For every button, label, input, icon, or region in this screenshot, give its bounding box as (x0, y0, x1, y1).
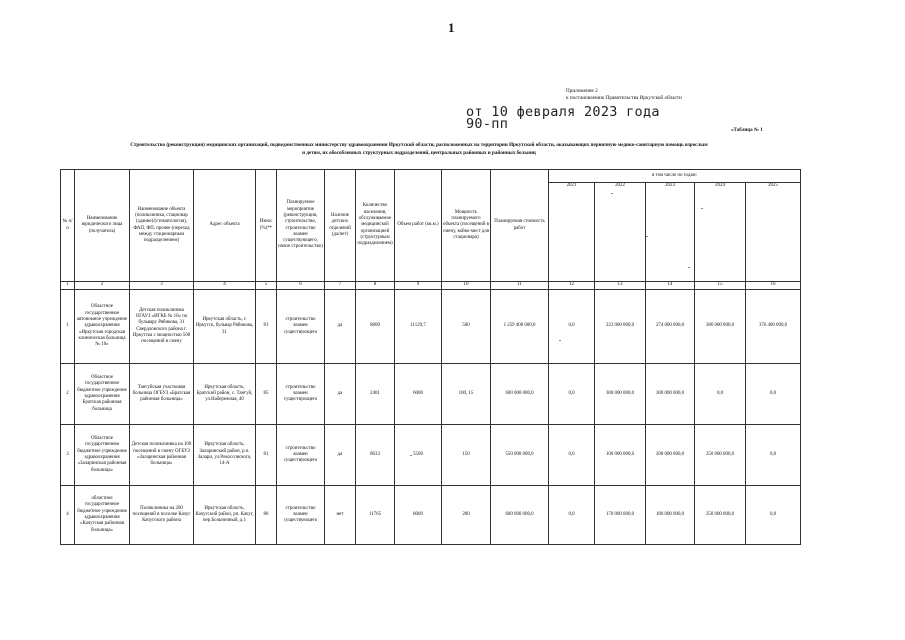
header-object: Наименование объекта (поликлиника, стационар (здание)/(стоматология), ФАП, ФП, прочее (переход между стационарным подразделением) (130, 170, 194, 282)
column-numbers-row (61, 282, 801, 290)
column-number: 4 (194, 282, 256, 290)
cell-num: 1 (61, 290, 75, 364)
scan-speck (611, 193, 613, 194)
title-line-1: Строительство (реконструкция) медицинских организаций, подведомственных министерству здравоохранения Иркутской области, расположенных на территории Иркутской области, оказывающих первичную медико-санитарную помощь взрослым (130, 142, 708, 148)
column-number: 14 (646, 282, 695, 290)
cell-object: Тангуйская участковая больница ОГБУЗ «Братская районная больница» (130, 364, 194, 425)
table-row (61, 364, 801, 425)
appendix-line-1: Приложение 2 (566, 88, 598, 94)
cell-cost: 550 000 000,0 (491, 425, 549, 486)
cell-num: 4 (61, 486, 75, 545)
cell-2024: 0,0 (695, 364, 746, 425)
cell-num: 3 (61, 425, 75, 486)
cell-object: Детская поликлиника ОГАУЗ «ИГКБ № 10» по бульвару Рябикова, 31 Свердловского района г. Иркутска с мощностью 500 посещений в смену (130, 290, 194, 364)
column-number: 3 (130, 282, 194, 290)
column-number: 9 (395, 282, 442, 290)
appendix-line-2: к постановлению Правительства Иркутской области (566, 95, 682, 101)
cell-cost: 600 000 000,0 (491, 486, 549, 545)
cell-2025: 0,0 (746, 364, 801, 425)
cell-2021: 0,0 (549, 290, 595, 364)
cell-entity: Областное государственное бюджетное учреждение здравоохранения «Заларинская районная больница» (75, 425, 130, 486)
column-number: 6 (277, 282, 325, 290)
cell-capacity: 100, 15 (442, 364, 491, 425)
stamp-number: 90-пп (466, 116, 509, 132)
cell-2023: 200 000 000,0 (646, 425, 695, 486)
cell-2022: 300 000 000,0 (595, 364, 646, 425)
cell-wear: 80 (256, 486, 277, 545)
registration-stamp (466, 106, 660, 130)
table-row (61, 425, 801, 486)
cell-object: Детская поликлиника на 100 посещений в смену ОГБУЗ «Заларинская районная больница» (130, 425, 194, 486)
cell-capacity: 500 (442, 290, 491, 364)
cell-wear: 81 (256, 425, 277, 486)
column-number: 2 (75, 282, 130, 290)
header-year: 2023 (646, 183, 695, 282)
cell-2025: 376 400 000,0 (746, 290, 801, 364)
cell-2024: 386 000 000,0 (695, 290, 746, 364)
header-capacity: Мощность планируемого объекта (посещений в смену, койко-мест для стационара) (442, 170, 491, 282)
header-wear: Износ (%)** (256, 170, 277, 282)
header-num: № п/п (61, 170, 75, 282)
cell-volume: 6000 (395, 364, 442, 425)
column-number: 16 (746, 282, 801, 290)
title-line-2: и детям, их обособленных структурных подразделений, центральных районных и районных больниц (302, 150, 536, 156)
page-number: 1 (448, 20, 455, 35)
header-year: 2021 (549, 183, 595, 282)
header-cost: Планируемая стоимость работ (491, 170, 549, 282)
cell-address: Иркутская область, г. Иркутск, бульвар Рябикова, 31 (194, 290, 256, 364)
cell-wear: 85 (256, 364, 277, 425)
header-row (61, 170, 801, 183)
header-address: Адрес объекта (194, 170, 256, 282)
column-number: 7 (325, 282, 356, 290)
table-row (61, 486, 801, 545)
cell-address: Иркутская область, Братский район, с. Тангуй, ул.Набережная, 40 (194, 364, 256, 425)
cell-children: да (325, 290, 356, 364)
column-number: 15 (695, 282, 746, 290)
cell-measure: строительство взамен существующего (277, 290, 325, 364)
scan-speck (559, 340, 561, 341)
cell-children: да (325, 364, 356, 425)
column-number: 12 (549, 282, 595, 290)
cell-wear: 81 (256, 290, 277, 364)
cell-2022: 100 000 000,0 (595, 425, 646, 486)
column-number: 11 (491, 282, 549, 290)
cell-2024: 250 000 000,0 (695, 486, 746, 545)
document-title (64, 141, 774, 157)
header-volume: Объем работ (кв.м.) (395, 170, 442, 282)
cell-entity: областное государственное бюджетное учреждение здравоохранения «Качугская районная больница» (75, 486, 130, 545)
cell-2025: 0,0 (746, 486, 801, 545)
cell-2023: 274 000 000,0 (646, 290, 695, 364)
cell-cost: 1 259 400 000,0 (491, 290, 549, 364)
cell-population: 11765 (356, 486, 395, 545)
construction-table (60, 169, 801, 545)
scan-speck (410, 455, 412, 456)
cell-num: 2 (61, 364, 75, 425)
cell-population: 8633 (356, 425, 395, 486)
scan-speck (701, 208, 703, 209)
cell-capacity: 200 (442, 486, 491, 545)
column-number: 5 (256, 282, 277, 290)
cell-2022: 170 000 000,0 (595, 486, 646, 545)
table-row (61, 290, 801, 364)
header-population: Количество населения, обслуживаемое медицинской организацией (структурным подразделением) (356, 170, 395, 282)
cell-measure: строительство взамен существующего (277, 364, 325, 425)
cell-2024: 250 000 000,0 (695, 425, 746, 486)
header-year: 2024 (695, 183, 746, 282)
stamp-date: от 10 февраля 2023 года (466, 104, 660, 120)
column-number: 1 (61, 282, 75, 290)
cell-capacity: 150 (442, 425, 491, 486)
cell-2022: 223 000 000,0 (595, 290, 646, 364)
appendix-note (566, 88, 682, 102)
cell-entity: Областное государственное автономное учреждение здравоохранения «Иркутская городская клиническая больница № 10» (75, 290, 130, 364)
cell-measure: строительство взамен существующего (277, 425, 325, 486)
cell-2023: 300 000 000,0 (646, 364, 695, 425)
cell-2021: 0,0 (549, 364, 595, 425)
scan-speck (646, 236, 648, 237)
cell-cost: 600 000 000,0 (491, 364, 549, 425)
header-year: 2022 (595, 183, 646, 282)
cell-population: 8800 (356, 290, 395, 364)
header-year: 2025 (746, 183, 801, 282)
cell-volume: 11129,7 (395, 290, 442, 364)
cell-volume: 5500 (395, 425, 442, 486)
cell-measure: строительство взамен существующего (277, 486, 325, 545)
cell-entity: Областное государственное бюджетное учреждение здравоохранения Братская районная больница (75, 364, 130, 425)
table-number: «Таблица № 1 (731, 128, 763, 133)
header-entity: Наименование юридического лица (получатель) (75, 170, 130, 282)
cell-address: Иркутская область, Заларинский район, р.п. Залари, ул.Рокоссовского, 14-А (194, 425, 256, 486)
cell-children: да (325, 425, 356, 486)
column-number: 13 (595, 282, 646, 290)
header-years-group: в том числе по годам: (549, 170, 801, 183)
cell-2025: 0,0 (746, 425, 801, 486)
cell-2021: 0,0 (549, 486, 595, 545)
column-number: 8 (356, 282, 395, 290)
cell-volume: 8000 (395, 486, 442, 545)
scan-speck (688, 267, 690, 268)
cell-address: Иркутская область, Качугский район, рп. Качуг, пер.Больничный, д.1 (194, 486, 256, 545)
cell-population: 2401 (356, 364, 395, 425)
cell-2021: 0,0 (549, 425, 595, 486)
header-measure: Планируемое мероприятие (реконструкция, строительство, строительство взамен существующего, новое строительство) (277, 170, 325, 282)
cell-2023: 180 000 000,0 (646, 486, 695, 545)
cell-object: Поликлиника на 200 посещений в поселке Качуг Качугского района (130, 486, 194, 545)
column-number: 10 (442, 282, 491, 290)
header-children: Наличие детских отделений (да/нет) (325, 170, 356, 282)
cell-children: нет (325, 486, 356, 545)
